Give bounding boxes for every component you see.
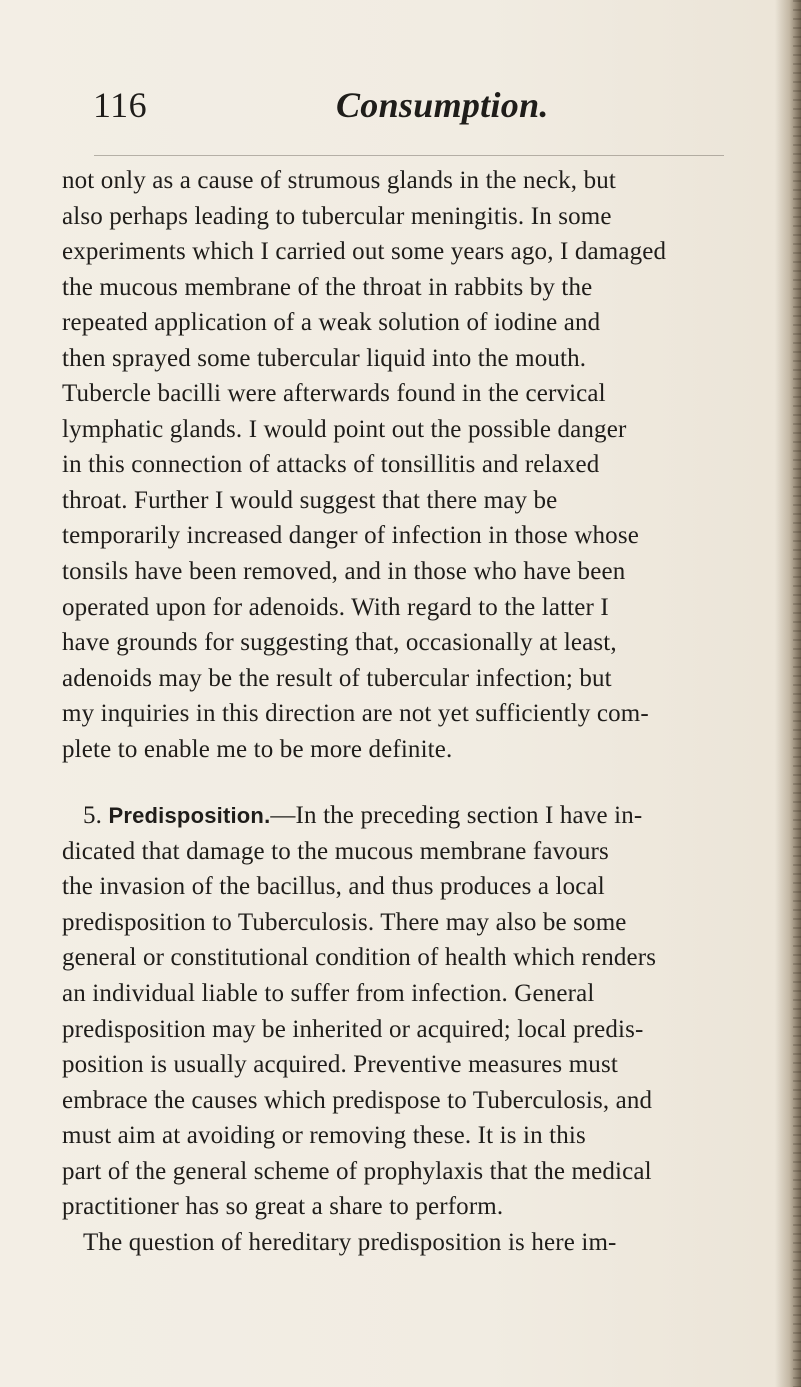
section-number: 5. <box>83 802 103 830</box>
text-line: Tubercle bacilli were afterwards found in the cervical <box>62 380 606 408</box>
text-line: an individual liable to suffer from infection. General <box>62 980 595 1008</box>
body-text <box>62 163 742 1260</box>
text-line: embrace the causes which predispose to Tuberculosis, and <box>62 1086 653 1114</box>
section-first-line-text: —In the preceding section I have in- <box>270 802 643 830</box>
page-header <box>93 82 733 128</box>
text-line: experiments which I carried out some years ago, I damaged <box>62 238 667 266</box>
text-line: operated upon for adenoids. With regard to the latter I <box>62 593 609 621</box>
text-line: repeated application of a weak solution of iodine and <box>62 309 601 337</box>
text-line: adenoids may be the result of tubercular infection; but <box>62 664 612 692</box>
text-line: not only as a cause of strumous glands in the neck, but <box>62 167 616 194</box>
text-line: then sprayed some tubercular liquid into the mouth. <box>62 344 587 372</box>
text-line: part of the general scheme of prophylaxis that the medical <box>62 1157 652 1185</box>
header-rule <box>94 155 724 156</box>
text-line: lymphatic glands. I would point out the possible danger <box>62 415 627 443</box>
text-line: also perhaps leading to tubercular meningitis. In some <box>62 202 612 230</box>
paragraph-gap <box>62 767 742 798</box>
section-heading-line <box>62 798 742 834</box>
text-line: the mucous membrane of the throat in rabbits by the <box>62 273 593 301</box>
text-line: tonsils have been removed, and in those who have been <box>62 558 626 586</box>
text-line: predisposition may be inherited or acquired; local predis- <box>62 1015 644 1043</box>
text-line: my inquiries in this direction are not yet sufficiently com- <box>62 700 649 728</box>
text-line: practitioner has so great a share to perform. <box>62 1193 504 1221</box>
page-edge-texture <box>793 0 801 1387</box>
paragraph-3-first-line: The question of hereditary predisposition is here im- <box>83 1228 617 1256</box>
running-head: Consumption. <box>336 85 549 125</box>
text-line: the invasion of the bacillus, and thus produces a local <box>62 873 605 901</box>
text-line: dicated that damage to the mucous membrane favours <box>62 837 609 865</box>
text-line: plete to enable me to be more definite. <box>62 735 453 763</box>
text-line: temporarily increased danger of infection in those whose <box>62 522 639 550</box>
page-number: 116 <box>93 85 148 125</box>
text-line: position is usually acquired. Preventive measures must <box>62 1051 618 1079</box>
text-line: predisposition to Tuberculosis. There may also be some <box>62 908 627 936</box>
section-heading: Predisposition. <box>108 803 271 829</box>
paragraph-1 <box>62 163 742 767</box>
text-line: throat. Further I would suggest that there may be <box>62 486 558 514</box>
text-line: in this connection of attacks of tonsillitis and relaxed <box>62 451 600 479</box>
text-line: general or constitutional condition of health which renders <box>62 944 657 972</box>
section-5 <box>62 798 742 1260</box>
text-line: have grounds for suggesting that, occasionally at least, <box>62 629 617 657</box>
text-line: must aim at avoiding or removing these. It is in this <box>62 1122 586 1150</box>
